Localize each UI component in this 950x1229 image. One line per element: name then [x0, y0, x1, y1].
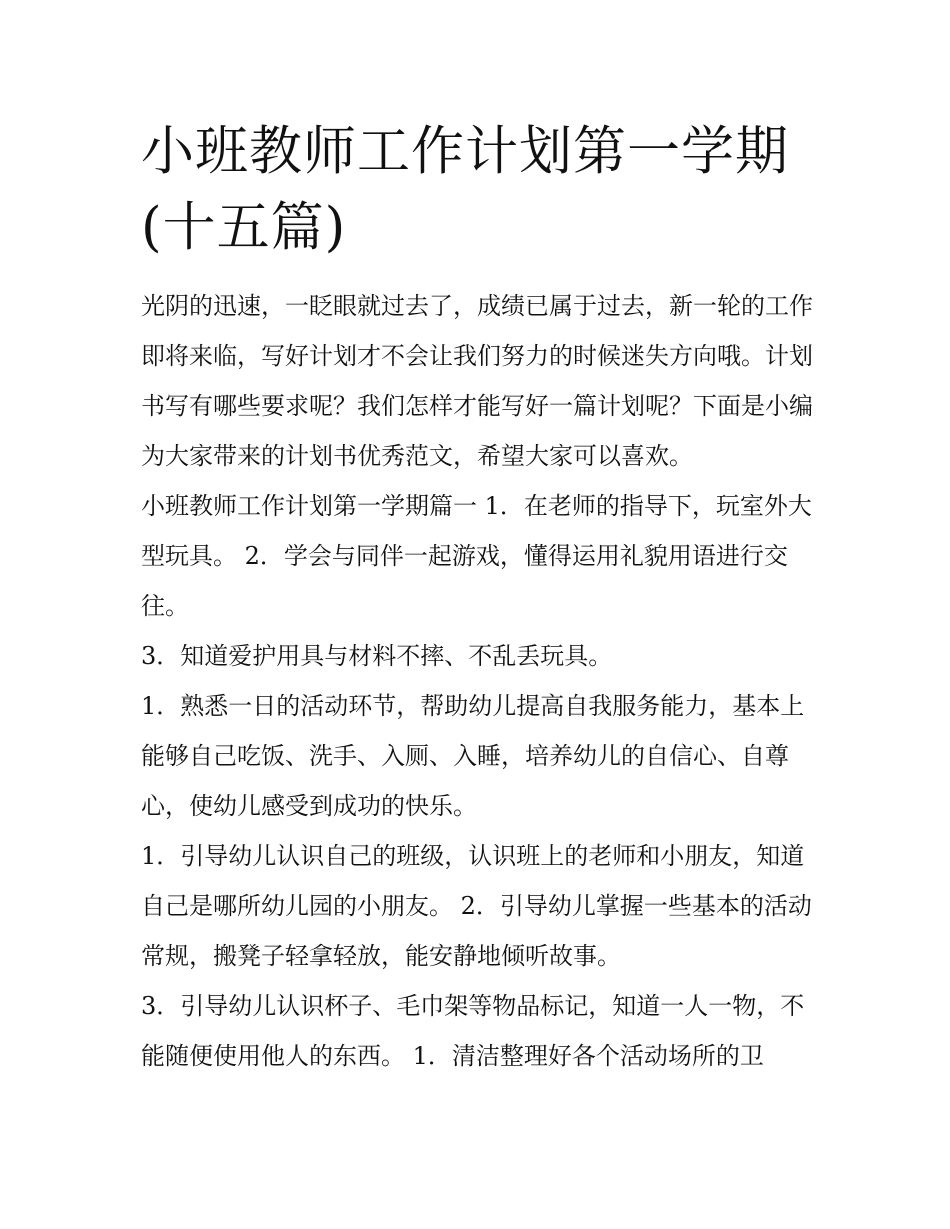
- paragraph-chapter-one: 小班教师工作计划第一学期篇一 1．在老师的指导下，玩室外大型玩具。 2．学会与同伴一起游戏，懂得运用礼貌用语进行交往。: [141, 492, 812, 620]
- paragraph-item: 1．引导幼儿认识自己的班级，认识班上的老师和小朋友，知道自己是哪所幼儿园的小朋友。 2．引导幼儿掌握一些基本的活动常规，搬凳子轻拿轻放，能安静地倾听故事。: [141, 842, 812, 970]
- paragraph-item: 3．知道爱护用具与材料不摔、不乱丢玩具。: [141, 642, 613, 670]
- paragraph-intro: 光阴的迅速，一眨眼就过去了，成绩已属于过去，新一轮的工作即将来临，写好计划才不会让我们努力的时候迷失方向哦。计划书写有哪些要求呢？我们怎样才能写好一篇计划呢？下面是小编为大家带来的计划书优秀范文，希望大家可以喜欢。: [141, 292, 813, 470]
- document-title: 小班教师工作计划第一学期(十五篇): [141, 121, 789, 258]
- paragraph-item: 3．引导幼儿认识杯子、毛巾架等物品标记，知道一人一物，不能随便使用他人的东西。 1．清洁整理好各个活动场所的卫: [141, 992, 805, 1070]
- document-body: [141, 281, 813, 1081]
- paragraph-item: 1．熟悉一日的活动环节，帮助幼儿提高自我服务能力，基本上能够自己吃饭、洗手、入厕、入睡，培养幼儿的自信心、自尊心，使幼儿感受到成功的快乐。: [141, 692, 805, 820]
